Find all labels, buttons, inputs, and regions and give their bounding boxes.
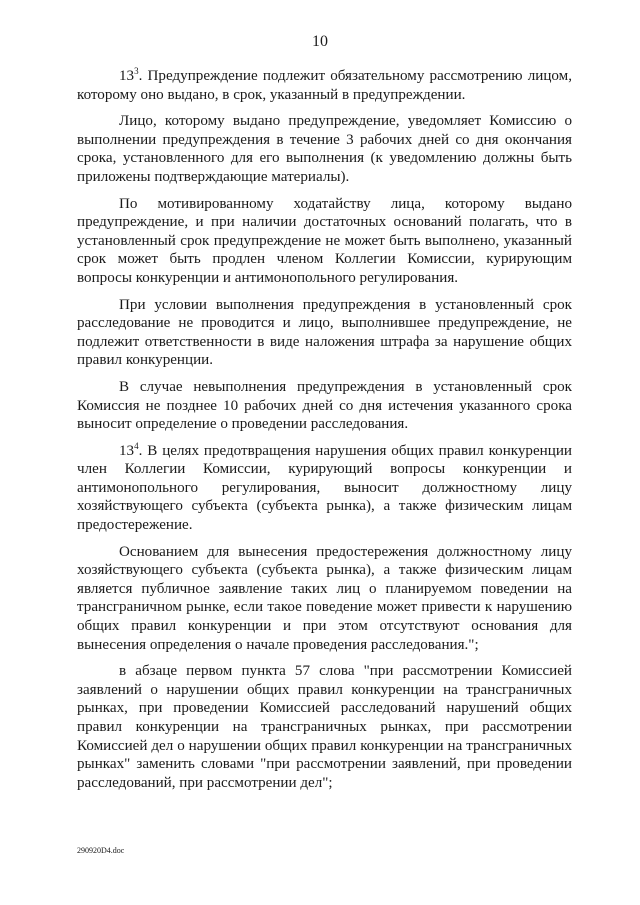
clause-number: 13 [119, 442, 135, 459]
paragraph: Основанием для вынесения предостережения должностному лицу хозяйствующего субъекта (субъекта рынка), а также физическим лицам является публичное заявление таких лиц о планируемом поведении на трансграничном рынке, если такое поведение может привести к нарушению общих правил конкуренции и при этом отсутствуют основания для вынесения определения о начале проведения расследования."; [77, 543, 572, 653]
document-body [77, 67, 572, 800]
paragraph: По мотивированному ходатайству лица, которому выдано предупреждение, и при наличии достаточных оснований полагать, что в установленный срок предупреждение не может быть выполнено, указанный срок может быть продлен членом Коллегии Комиссии, курирующим вопросы конкуренции и антимонопольного регулирования. [77, 195, 572, 286]
clause-number: 13 [119, 68, 135, 84]
page-number: 10 [312, 33, 328, 50]
clause-superscript: 4 [134, 440, 139, 451]
paragraph: Лицо, которому выдано предупреждение, уведомляет Комиссию о выполнении предупреждения в течение 3 рабочих дней со дня окончания срока, установленного для его выполнения (к уведомлению должны быть приложены подтверждающие материалы). [77, 113, 572, 185]
footer-filename: 290920D4.doc [77, 846, 125, 855]
paragraph-text: . В целях предотвращения нарушения общих правил конкуренции член Коллегии Комиссии, курирующий вопросы конкуренции и антимонопольного регулирования, выносит должностному лицу хозяйствующего субъекта (субъекта рынка), а также физическим лицам предостережение. [77, 442, 572, 534]
paragraph: В случае невыполнения предупреждения в установленный срок Комиссия не позднее 10 рабочих дней со дня истечения указанного срока выносит определение о проведении расследования. [77, 378, 572, 433]
paragraph: в абзаце первом пункта 57 слова "при рассмотрении Комиссией заявлений о нарушении общих правил конкуренции на трансграничных рынках, при проведении Комиссией расследований нарушений общих правил конкуренции на трансграничных рынках, при рассмотрении Комиссией дел о нарушении общих правил конкуренции на трансграничных рынках" заменить словами "при рассмотрении заявлений, при проведении расследований, при рассмотрении дел"; [77, 663, 572, 791]
paragraph-13-4 [77, 442, 572, 535]
clause-superscript: 3 [134, 65, 139, 76]
paragraph-13-3 [77, 67, 572, 104]
paragraph: При условии выполнения предупреждения в установленный срок расследование не проводится и лицо, выполнившее предупреждение, не подлежит ответственности в виде наложения штрафа за нарушение общих правил конкуренции. [77, 296, 572, 369]
paragraph-text: . Предупреждение подлежит обязательному рассмотрению лицом, которому оно выдано, в срок, указанный в предупреждении. [77, 68, 572, 103]
